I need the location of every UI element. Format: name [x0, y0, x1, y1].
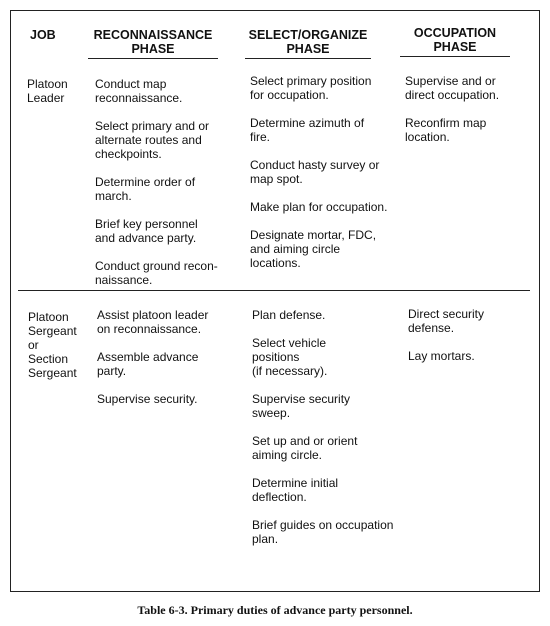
duty-item	[95, 77, 245, 105]
header-line: PHASE	[433, 40, 477, 54]
duty-item	[97, 350, 247, 378]
duty-line: and advance party.	[95, 231, 197, 245]
duty-line: Plan defense.	[252, 308, 326, 322]
duty-line: deflection.	[252, 490, 307, 504]
duty-line: checkpoints.	[95, 147, 162, 161]
duty-line: Conduct map	[95, 77, 167, 91]
duty-line: Supervise and or	[405, 74, 496, 88]
duty-line: for occupation.	[250, 88, 329, 102]
duty-line: and aiming circle	[250, 242, 341, 256]
duty-item	[405, 116, 525, 144]
duty-item	[252, 518, 412, 546]
duty-item	[97, 308, 247, 336]
duty-line: Determine azimuth of	[250, 116, 365, 130]
duty-line: party.	[97, 364, 127, 378]
duty-line: Assist platoon leader	[97, 308, 209, 322]
header-line: PHASE	[131, 42, 175, 56]
duty-line: plan.	[252, 532, 279, 546]
table-caption: Table 6-3. Primary duties of advance party personnel.	[137, 603, 413, 617]
duty-item	[95, 217, 245, 245]
job-line: Leader	[27, 91, 65, 105]
job-line: Platoon	[28, 310, 69, 324]
header-line: PHASE	[286, 42, 330, 56]
header-job: JOB	[30, 28, 56, 42]
duty-line: Supervise security	[252, 392, 351, 406]
duty-line: fire.	[250, 130, 271, 144]
header-reconnaissance-phase	[88, 28, 218, 59]
duty-line: Direct security	[408, 307, 485, 321]
header-line: OCCUPATION	[413, 26, 497, 40]
header-select-organize-phase	[245, 28, 371, 59]
leader-occupation-duties	[405, 74, 525, 158]
duty-item	[250, 116, 400, 144]
duty-line: sweep.	[252, 406, 291, 420]
job-line: Section	[28, 352, 69, 366]
duty-item	[408, 307, 528, 335]
duty-line: Designate mortar, FDC,	[250, 228, 377, 242]
leader-select-organize-duties	[250, 74, 400, 284]
duty-line: Conduct hasty survey or	[250, 158, 380, 172]
duty-line: Brief guides on occupation	[252, 518, 394, 532]
sergeant-select-organize-duties	[252, 308, 412, 560]
duty-line: Supervise security.	[97, 392, 198, 406]
duty-line: Determine initial	[252, 476, 339, 490]
duty-line: Assemble advance	[97, 350, 199, 364]
job-line: or	[28, 338, 39, 352]
duty-line: defense.	[408, 321, 455, 335]
sergeant-occupation-duties	[408, 307, 528, 377]
duty-item	[408, 349, 528, 363]
header-line: RECONNAISSANCE	[93, 28, 213, 42]
row-divider	[18, 290, 530, 291]
duty-line: reconnaissance.	[95, 91, 183, 105]
duty-line: Make plan for occupation.	[250, 200, 388, 214]
duty-item	[252, 308, 412, 322]
duty-item	[250, 228, 400, 270]
job-line: Sergeant	[28, 324, 77, 338]
duty-item	[95, 259, 245, 287]
sergeant-reconnaissance-duties	[97, 308, 247, 420]
duty-line: on reconnaissance.	[97, 322, 202, 336]
duty-line: Conduct ground recon-	[95, 259, 218, 273]
duty-line: Select primary position	[250, 74, 372, 88]
duty-line: Brief key personnel	[95, 217, 198, 231]
duty-item	[252, 434, 412, 462]
duty-line: naissance.	[95, 273, 153, 287]
duty-line: march.	[95, 189, 132, 203]
duty-item	[252, 476, 412, 504]
job-line: Platoon	[27, 77, 68, 91]
duty-item	[250, 200, 400, 214]
duty-line: Select primary and or	[95, 119, 210, 133]
job-line: Sergeant	[28, 366, 77, 380]
header-line: SELECT/ORGANIZE	[248, 28, 368, 42]
duty-item	[252, 336, 412, 378]
duty-line: locations.	[250, 256, 301, 270]
header-occupation-phase	[400, 26, 510, 57]
duty-item	[95, 175, 245, 203]
duty-item	[405, 74, 525, 102]
duty-line: direct occupation.	[405, 88, 500, 102]
duty-line: alternate routes and	[95, 133, 202, 147]
duty-line: Reconfirm map	[405, 116, 487, 130]
duty-line: Set up and or orient	[252, 434, 358, 448]
job-platoon-or-section-sergeant	[28, 310, 88, 380]
duty-line: aiming circle.	[252, 448, 323, 462]
duty-line: (if necessary).	[252, 364, 328, 378]
duty-item	[250, 74, 400, 102]
duty-line: map spot.	[250, 172, 303, 186]
duty-item	[97, 392, 247, 406]
duty-item	[252, 392, 412, 420]
duty-item	[250, 158, 400, 186]
duty-line: Determine order of	[95, 175, 196, 189]
leader-reconnaissance-duties	[95, 77, 245, 301]
duty-line: Select vehicle	[252, 336, 327, 350]
job-platoon-leader	[27, 77, 87, 105]
duty-line: positions	[252, 350, 300, 364]
duty-item	[95, 119, 245, 161]
duty-line: location.	[405, 130, 450, 144]
duty-line: Lay mortars.	[408, 349, 475, 363]
